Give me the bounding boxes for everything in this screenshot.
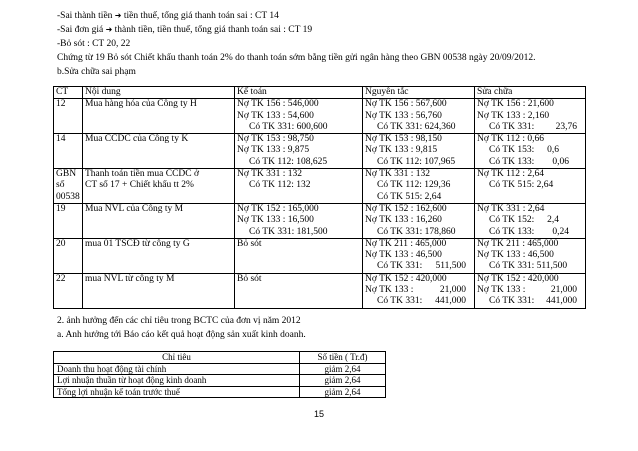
table-row: [54, 386, 386, 398]
cell-ketoan: Bỏ sót: [235, 273, 363, 308]
cell-nguyentac: Nợ TK 152 : 162,600 Nợ TK 133 : 16,260 Có TK 331: 178,860: [363, 203, 475, 238]
right-arrow-icon: ➜: [114, 11, 122, 20]
cell-ketoan: Nợ TK 331 : 132 Có TK 112: 132: [235, 169, 363, 204]
cell-nguyentac: Nợ TK 156 : 567,600 Nợ TK 133 : 56,760 Có TK 331: 624,360: [363, 99, 475, 134]
cell-suachua: Nợ TK 152 : 420,000 Nợ TK 133 : 21,000 Có TK 331: 441,000: [475, 273, 586, 308]
impact-table: [53, 351, 386, 398]
cell-nguyentac: Nợ TK 331 : 132 Có TK 112: 129,36 Có TK 515: 2,64: [363, 169, 475, 204]
header-nguyentac: Nguyên tắc: [363, 87, 475, 99]
intro-line-2: -Sai đơn giá ➜ thành tiền, tiền thuế, tổng giá thanh toán sai : CT 19: [57, 25, 313, 35]
intro-line-4: Chứng từ 19 Bỏ sót Chiết khấu thanh toán 2% do thanh toán sớm bằng tiền gửi ngân hàng theo GBN 00538 ngày 20/09/2012.: [57, 53, 536, 63]
cell-suachua: Nợ TK 112 : 0,66 Có TK 153: 0,6 Có TK 133: 0,06: [475, 134, 586, 169]
table-row: [54, 375, 386, 387]
header-ct: CT: [54, 87, 83, 99]
table-row: [54, 238, 586, 273]
table-row: [54, 169, 586, 204]
cell-ketoan: Nợ TK 152 : 165,000 Nợ TK 133 : 16,500 Có TK 331: 181,500: [235, 203, 363, 238]
table-row: [54, 363, 386, 375]
cell-content: mua NVL từ công ty M: [83, 273, 235, 308]
cell-suachua: Nợ TK 211 : 465,000 Nợ TK 133 : 46,500 Có TK 331: 511,500: [475, 238, 586, 273]
header-suachua: Sửa chữa: [475, 87, 586, 99]
header-ketoan: Kế toán: [235, 87, 363, 99]
cell-nguyentac: Nợ TK 152 : 420,000 Nợ TK 133 : 21,000 Có TK 331: 441,000: [363, 273, 475, 308]
impact-header-row: [54, 352, 386, 364]
cell-ct: 19: [54, 203, 83, 238]
impact-amount: giảm 2,64: [300, 375, 386, 387]
impact-amount: giảm 2,64: [300, 386, 386, 398]
impact-indicator: Doanh thu hoạt động tài chính: [54, 363, 300, 375]
impact-indicator: Lợi nhuận thuần từ hoạt động kinh doanh: [54, 375, 300, 387]
cell-nguyentac: Nợ TK 153 : 98,150 Nợ TK 133 : 9,815 Có TK 112: 107,965: [363, 134, 475, 169]
impact-indicator: Tổng lợi nhuận kế toán trước thuế: [54, 386, 300, 398]
intro-line-3: -Bỏ sót : CT 20, 22: [57, 39, 131, 49]
cell-suachua: Nợ TK 331 : 2,64 Có TK 152: 2,4 Có TK 133: 0,24: [475, 203, 586, 238]
table-row: [54, 203, 586, 238]
cell-nguyentac: Nợ TK 211 : 465,000 Nợ TK 133 : 46,500 Có TK 331: 511,500: [363, 238, 475, 273]
intro-line-1: -Sai thành tiền ➜ tiền thuế, tổng giá thanh toán sai : CT 14: [57, 11, 279, 21]
cell-ct: GBN số 00538: [54, 169, 83, 204]
correction-table: [53, 86, 586, 309]
header-content: Nội dung: [83, 87, 235, 99]
table-header-row: [54, 87, 586, 99]
impact-header-amount: Số tiền ( Tr.đ): [300, 352, 386, 364]
cell-ct: 12: [54, 99, 83, 134]
cell-ct: 14: [54, 134, 83, 169]
impact-amount: giảm 2,64: [300, 363, 386, 375]
table-row: [54, 273, 586, 308]
table-row: [54, 99, 586, 134]
impact-header-indicator: Chỉ tiêu: [54, 352, 300, 364]
cell-suachua: Nợ TK 156 : 21,600 Nợ TK 133 : 2,160 Có TK 331: 23,76: [475, 99, 586, 134]
cell-suachua: Nợ TK 112 : 2,64 Có TK 515: 2,64: [475, 169, 586, 204]
cell-ct: 22: [54, 273, 83, 308]
cell-ketoan: Nợ TK 153 : 98,750 Nợ TK 133 : 9,875 Có TK 112: 108,625: [235, 134, 363, 169]
cell-content: Mua NVL của Công ty M: [83, 203, 235, 238]
table-row: [54, 134, 586, 169]
cell-content: mua 01 TSCĐ từ công ty G: [83, 238, 235, 273]
cell-content: Thanh toán tiền mua CCDC ở CT số 17 + Chiết khấu tt 2%: [83, 169, 235, 204]
right-arrow-icon: ➜: [105, 25, 113, 34]
page-number: 15: [313, 409, 324, 419]
cell-content: Mua hàng hóa của Công ty H: [83, 99, 235, 134]
cell-ct: 20: [54, 238, 83, 273]
section-2-title: 2. ảnh hưởng đến các chỉ tiêu trong BCTC của đơn vị năm 2012: [57, 316, 301, 326]
cell-ketoan: Bỏ sót: [235, 238, 363, 273]
section-2a-subtitle: a. Anh hưởng tới Báo cáo kết quả hoạt động sản xuất kinh doanh.: [57, 330, 306, 340]
section-heading-b: b.Sửa chữa sai phạm: [57, 67, 136, 77]
cell-ketoan: Nợ TK 156 : 546,000 Nợ TK 133 : 54,600 Có TK 331: 600,600: [235, 99, 363, 134]
cell-content: Mua CCDC của Công ty K: [83, 134, 235, 169]
